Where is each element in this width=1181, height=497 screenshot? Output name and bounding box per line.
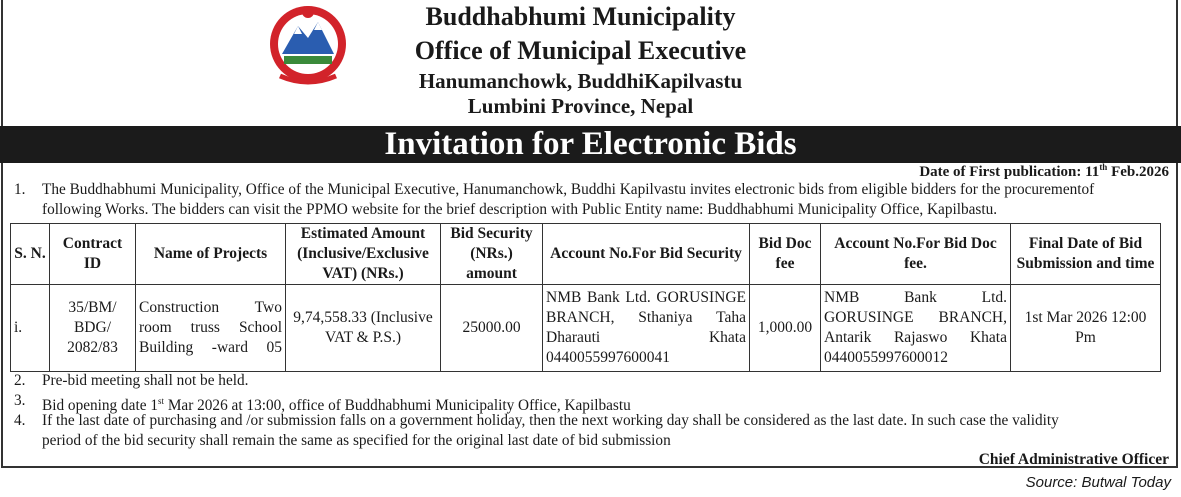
notice-title: Invitation for Electronic Bids [0, 126, 1181, 163]
publication-date: Date of First publication: 11th Feb.2026 [919, 162, 1169, 180]
table-row: i. 35/BM/ BDG/ 2082/83 Construction Two room truss School Building -ward 05 9,74,558.33 (Inclusive VAT & P.S.) 25000.00 NMB Bank Ltd. GORUSINGE BRANCH, Sthaniya Taha Dharauti Khata 0440055997600041 1,000.00 NMB Bank Ltd. GORUSINGE BRANCH, Antarik Rajaswo Khata 0440055997600012 1st Mar 2026 12:00 Pm [11, 285, 1161, 372]
office-name: Office of Municipal Executive [414, 36, 747, 65]
bid-table [10, 223, 1161, 372]
clause-1: 1. The Buddhabhumi Municipality, Office of the Municipal Executive, Hanumanchowk, Buddhi Kapilvastu invites electronic bids from eligible bidders for the procurementof following Works. The bidders can visit the PPMO website for the brief description with Public Entity name: Buddhabhumi Municipality Office, Kapilbastu. [14, 181, 1095, 218]
source-credit: Source: Butwal Today [1025, 474, 1171, 491]
table-header-row: S. N. Contract ID Name of Projects Estimated Amount (Inclusive/Exclusive VAT) (NRs.) Bid Security (NRs.) amount Account No.For Bid Security Bid Doc fee Account No.For Bid Doc fee. Final Date of Bid Submission and time [11, 224, 1161, 285]
signatory: Chief Administrative Officer [978, 451, 1169, 468]
clause-3: 3. Bid opening date 1st Mar 2026 at 13:00, office of Buddhabhumi Municipality Office, Kapilbastu [14, 392, 631, 415]
province: Lumbini Province, Nepal [467, 94, 694, 118]
address: Hanumanchowk, BuddhiKapilvastu [418, 69, 743, 93]
clause-2: 2. Pre-bid meeting shall not be held. [14, 372, 249, 389]
clause-4: 4. If the last date of purchasing and /or submission falls on a government holiday, then the next working day shall be considered as the last date. In such case the validity period of the bid security shall remain the same as specified for the original last date of bid submission [14, 412, 1059, 449]
municipality-name: Buddhabhumi Municipality [425, 2, 736, 31]
